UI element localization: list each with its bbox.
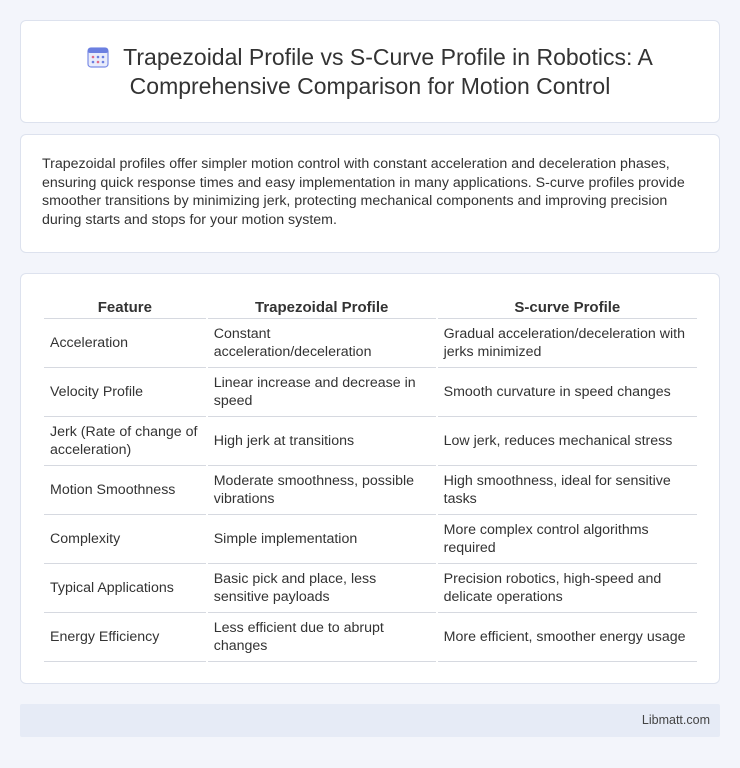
- s-curve-cell: High smoothness, ideal for sensitive tasks: [438, 466, 697, 515]
- table-row: [44, 613, 697, 662]
- column-header-feature: Feature: [44, 292, 206, 319]
- trapezoidal-cell: Constant acceleration/deceleration: [208, 319, 436, 368]
- feature-cell: Typical Applications: [44, 564, 206, 613]
- calendar-icon: [87, 46, 109, 68]
- table-row: [44, 466, 697, 515]
- s-curve-cell: More complex control algorithms required: [438, 515, 697, 564]
- table-row: [44, 564, 697, 613]
- page-title: [21, 43, 719, 101]
- feature-cell: Acceleration: [44, 319, 206, 368]
- summary-text: Trapezoidal profiles offer simpler motion control with constant acceleration and deceleration phases, ensuring quick response times and easy implementation in many applications. S-curve profiles provide smoother transitions by minimizing jerk, protecting mechanical components and improving precision during starts and stops for your motion system.: [42, 156, 685, 228]
- title-card: [20, 20, 720, 123]
- feature-cell: Jerk (Rate of change of acceleration): [44, 417, 206, 466]
- column-header-trapezoidal: Trapezoidal Profile: [208, 292, 436, 319]
- trapezoidal-cell: Linear increase and decrease in speed: [208, 368, 436, 417]
- summary-card: [20, 134, 720, 253]
- s-curve-cell: Low jerk, reduces mechanical stress: [438, 417, 697, 466]
- trapezoidal-cell: Simple implementation: [208, 515, 436, 564]
- trapezoidal-cell: High jerk at transitions: [208, 417, 436, 466]
- feature-cell: Velocity Profile: [44, 368, 206, 417]
- table-header-row: [44, 292, 697, 319]
- s-curve-cell: Smooth curvature in speed changes: [438, 368, 697, 417]
- s-curve-cell: Gradual acceleration/deceleration with jerks minimized: [438, 319, 697, 368]
- table-row: [44, 417, 697, 466]
- feature-cell: Energy Efficiency: [44, 613, 206, 662]
- table-row: [44, 319, 697, 368]
- trapezoidal-cell: Basic pick and place, less sensitive payloads: [208, 564, 436, 613]
- feature-cell: Complexity: [44, 515, 206, 564]
- trapezoidal-cell: Moderate smoothness, possible vibrations: [208, 466, 436, 515]
- table-row: [44, 515, 697, 564]
- s-curve-cell: Precision robotics, high-speed and delicate operations: [438, 564, 697, 613]
- comparison-table: [42, 292, 699, 662]
- title-line-1: Trapezoidal Profile vs S-Curve Profile in Robotics: A: [123, 44, 653, 70]
- feature-cell: Motion Smoothness: [44, 466, 206, 515]
- trapezoidal-cell: Less efficient due to abrupt changes: [208, 613, 436, 662]
- footer-bar: [20, 704, 720, 737]
- comparison-card: [20, 273, 720, 684]
- column-header-s-curve: S-curve Profile: [438, 292, 697, 319]
- title-line-2: Comprehensive Comparison for Motion Control: [129, 73, 611, 99]
- s-curve-cell: More efficient, smoother energy usage: [438, 613, 697, 662]
- table-row: [44, 368, 697, 417]
- footer-site-link[interactable]: Libmatt.com: [641, 713, 710, 727]
